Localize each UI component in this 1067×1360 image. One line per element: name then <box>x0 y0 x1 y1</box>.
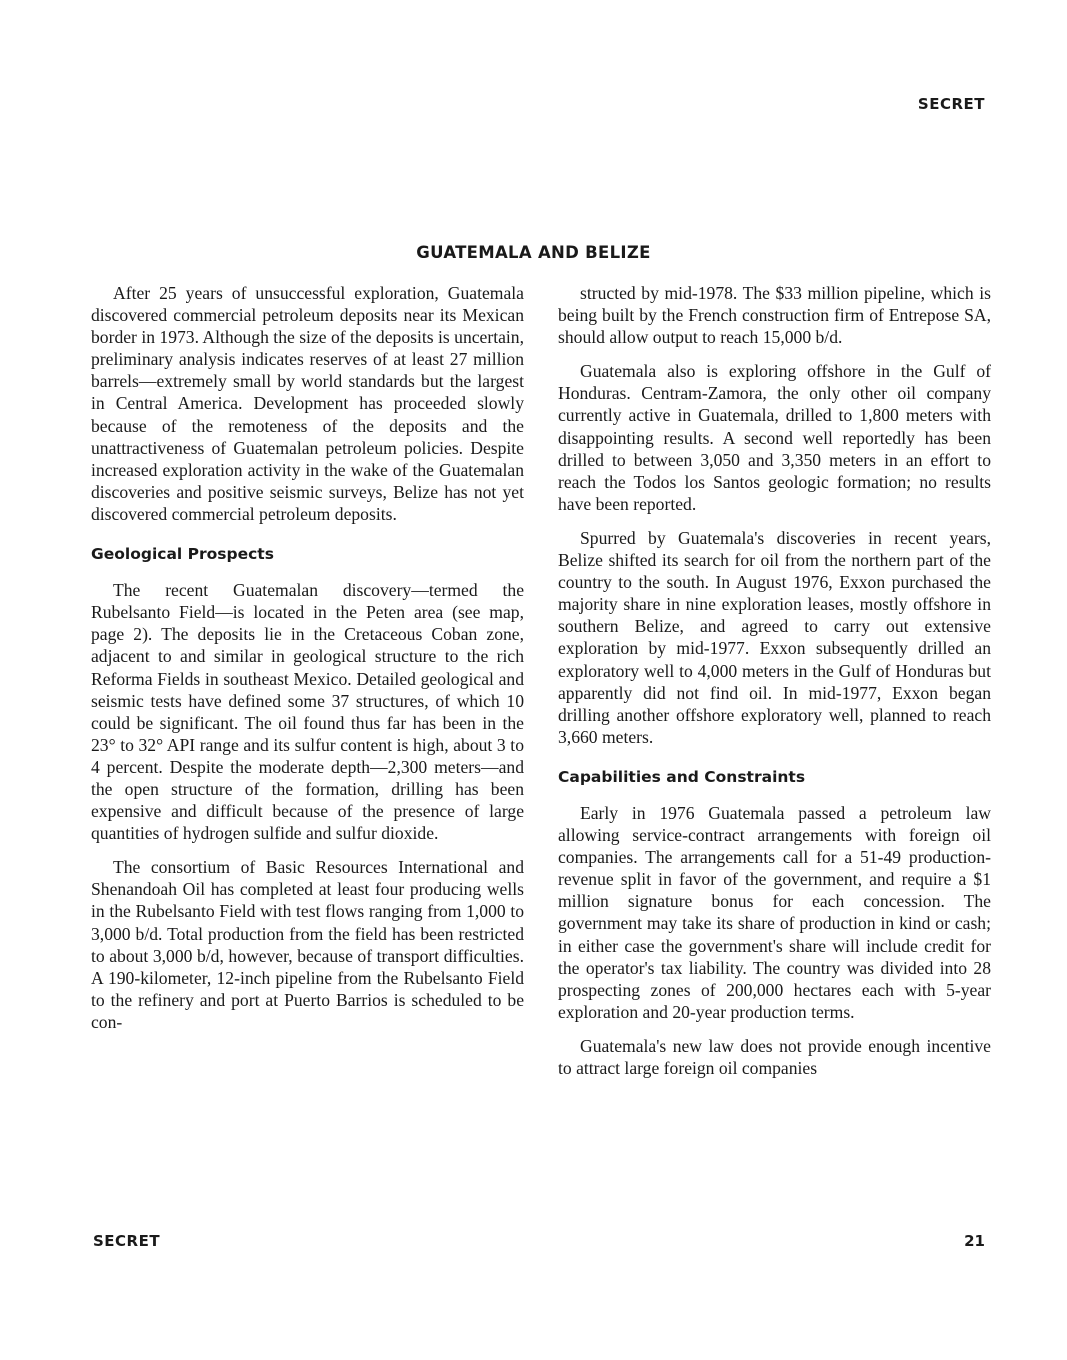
right-paragraph-5: Guatemala's new law does not provide enough incentive to attract large foreign oil companies <box>558 1035 991 1078</box>
right-paragraph-3: Spurred by Guatemala's discoveries in recent years, Belize shifted its search for oil from the northern part of the country to the south. In August 1976, Exxon purchased the majority share in nine exploration leases, mostly offshore in southern Belize, and agreed to carry out extensive exploration by mid-1977. Exxon subsequently drilled an exploratory well to 4,000 meters in the Gulf of Honduras but apparently did not find oil. In mid-1977, Exxon began drilling another offshore exploratory well, planned to reach 3,660 meters. <box>558 527 991 747</box>
right-paragraph-1: structed by mid-1978. The $33 million pipeline, which is being built by the French construction firm of Entrepose SA, should allow output to reach 15,000 b/d. <box>558 283 991 348</box>
right-paragraph-2: Guatemala also is exploring offshore in the Gulf of Honduras. Centram-Zamora, the only other oil company currently active in Guatemala, drilled to 1,800 meters with disappointing results. A second well reportedly has been drilled to between 3,050 and 3,350 meters in an effort to reach the Todos los Santos geologic formation; no results have been reported. <box>558 361 991 514</box>
left-column <box>91 282 524 1045</box>
footer-classification: SECRET <box>93 1232 161 1250</box>
page-title: GUATEMALA AND BELIZE <box>416 243 651 262</box>
right-column <box>558 282 991 1091</box>
right-paragraph-4: Early in 1976 Guatemala passed a petroleum law allowing service-contract arrangements with foreign oil companies. The arrangements call for a 51-49 production-revenue split in favor of the government, and require a $1 million signature bonus for each concession. The government may take its share of production in kind or cash; in either case the government's share will include credit for the operator's tax liability. The country was divided into 28 prospecting zones of 200,000 hectares each with 5-year exploration and 20-year production terms. <box>558 802 991 1022</box>
left-paragraph-2: The recent Guatemalan discovery—termed the Rubelsanto Field—is located in the Peten area (see map, page 2). The deposits lie in the Cretaceous Coban zone, adjacent to and similar in geological structure to the rich Reforma Fields in southeast Mexico. Detailed geological and seismic tests have defined some 37 structures, of which 10 could be significant. The oil found thus far has been in the 23° to 32° API range and its sulfur content is high, about 3 to 4 percent. Despite the moderate depth—2,300 meters—and the open structure of the formation, drilling has been expensive and difficult because of the presence of large quantities of hydrogen sulfide and sulfur dioxide. <box>91 580 524 844</box>
left-paragraph-3: The consortium of Basic Resources International and Shenandoah Oil has completed at least four producing wells in the Rubelsanto Field with test flows ranging from 1,000 to 3,000 b/d. Total production from the field has been restricted to about 3,000 b/d, however, because of transport difficulties. A 190-kilometer, 12-inch pipeline from the Rubelsanto Field to the refinery and port at Puerto Barrios is scheduled to be con- <box>91 857 524 1032</box>
header-classification: SECRET <box>917 95 985 113</box>
left-paragraph-1: After 25 years of unsuccessful exploration, Guatemala discovered commercial petroleum deposits near its Mexican border in 1973. Although the size of the deposits is uncertain, preliminary analysis indicates reserves of at least 27 million barrels—extremely small by world standards but the largest in Central America. Development has proceeded slowly because of the remoteness of the deposits and the unattractiveness of Guatemalan petroleum policies. Despite increased exploration activity in the wake of the Guatemalan discoveries and positive seismic surveys, Belize has not yet discovered commercial petroleum deposits. <box>91 283 524 524</box>
section-heading-capabilities: Capabilities and Constraints <box>558 767 806 786</box>
page-number: 21 <box>964 1232 985 1250</box>
section-heading-geological-prospects: Geological Prospects <box>91 545 274 564</box>
